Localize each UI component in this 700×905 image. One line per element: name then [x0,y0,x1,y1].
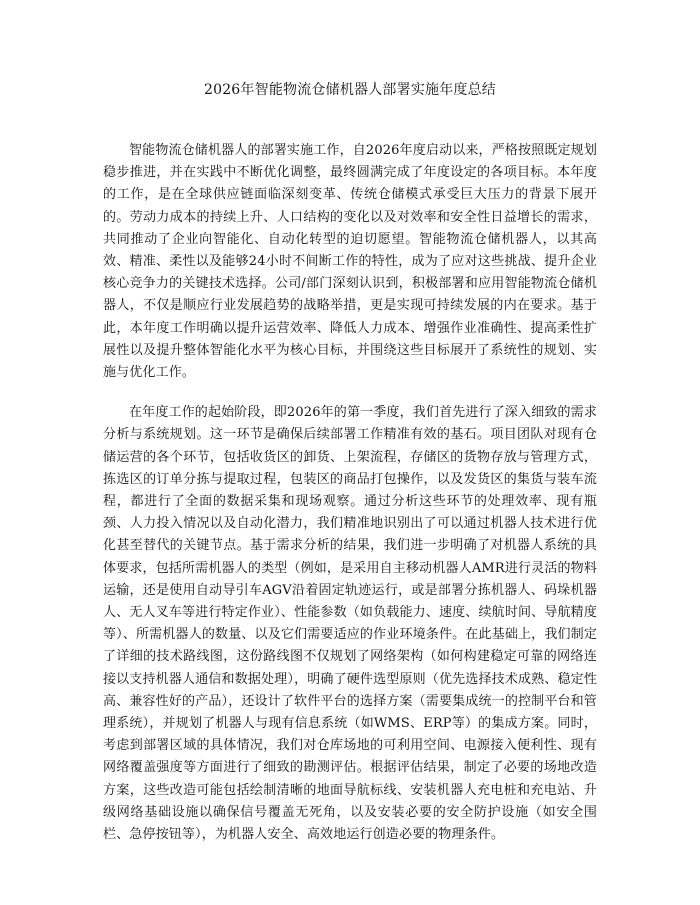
document-body [103,140,597,846]
paragraph-2: 在年度工作的起始阶段，即2026年的第一季度，我们首先进行了深入细致的需求分析与系统规划。这一环节是确保后续部署工作精准有效的基石。项目团队对现有仓储运营的各个环节，包括收货区的卸货、上架流程，存储区的货物存放与管理方式，拣选区的订单分拣与提取过程，包装区的商品打包操作，以及发货区的集货与装车流程，都进行了全面的数据采集和现场观察。通过分析这些环节的处理效率、现有瓶颈、人力投入情况以及自动化潜力，我们精准地识别出了可以通过机器人技术进行优化甚至替代的关键节点。基于需求分析的结果，我们进一步明确了对机器人系统的具体要求，包括所需机器人的类型（例如，是采用自主移动机器人AMR进行灵活的物料运输，还是使用自动导引车AGV沿着固定轨迹运行，或是部署分拣机器人、码垛机器人、无人叉车等进行特定作业）、性能参数（如负载能力、速度、续航时间、导航精度等）、所需机器人的数量、以及它们需要适应的作业环境条件。在此基础上，我们制定了详细的技术路线图，这份路线图不仅规划了网络架构（如何构建稳定可靠的网络连接以支持机器人通信和数据处理），明确了硬件选型原则（优先选择技术成熟、稳定性高、兼容性好的产品），还设计了软件平台的选择方案（需要集成统一的控制平台和管理系统），并规划了机器人与现有信息系统（如WMS、ERP等）的集成方案。同时，考虑到部署区域的具体情况，我们对仓库场地的可利用空间、电源接入便利性、现有网络覆盖强度等方面进行了细致的勘测评估。根据评估结果，制定了必要的场地改造方案，这些改造可能包括绘制清晰的地面导航标线、安装机器人充电桩和充电站、升级网络基础设施以确保信号覆盖无死角，以及安装必要的安全防护设施（如安全围栏、急停按钮等），为机器人安全、高效地运行创造必要的物理条件。 [103,405,597,843]
paragraph-1: 智能物流仓储机器人的部署实施工作，自2026年度启动以来，严格按照既定规划稳步推进，并在实践中不断优化调整，最终圆满完成了年度设定的各项目标。本年度的工作，是在全球供应链面临深刻变革、传统仓储模式承受巨大压力的背景下展开的。劳动力成本的持续上升、人口结构的变化以及对效率和安全性日益增长的需求，共同推动了企业向智能化、自动化转型的迫切愿望。智能物流仓储机器人，以其高效、精准、柔性以及能够24小时不间断工作的特性，成为了应对这些挑战、提升企业核心竞争力的关键技术选择。公司/部门深刻认识到，积极部署和应用智能物流仓储机器人，不仅是顺应行业发展趋势的战略举措，更是实现可持续发展的内在要求。基于此，本年度工作明确以提升运营效率、降低人力成本、增强作业准确性、提高柔性扩展性以及提升整体智能化水平为核心目标，并围绕这些目标展开了系统性的规划、实施与优化工作。 [103,143,597,381]
document-title: 2026年智能物流仓储机器人部署实施年度总结 [203,82,497,98]
